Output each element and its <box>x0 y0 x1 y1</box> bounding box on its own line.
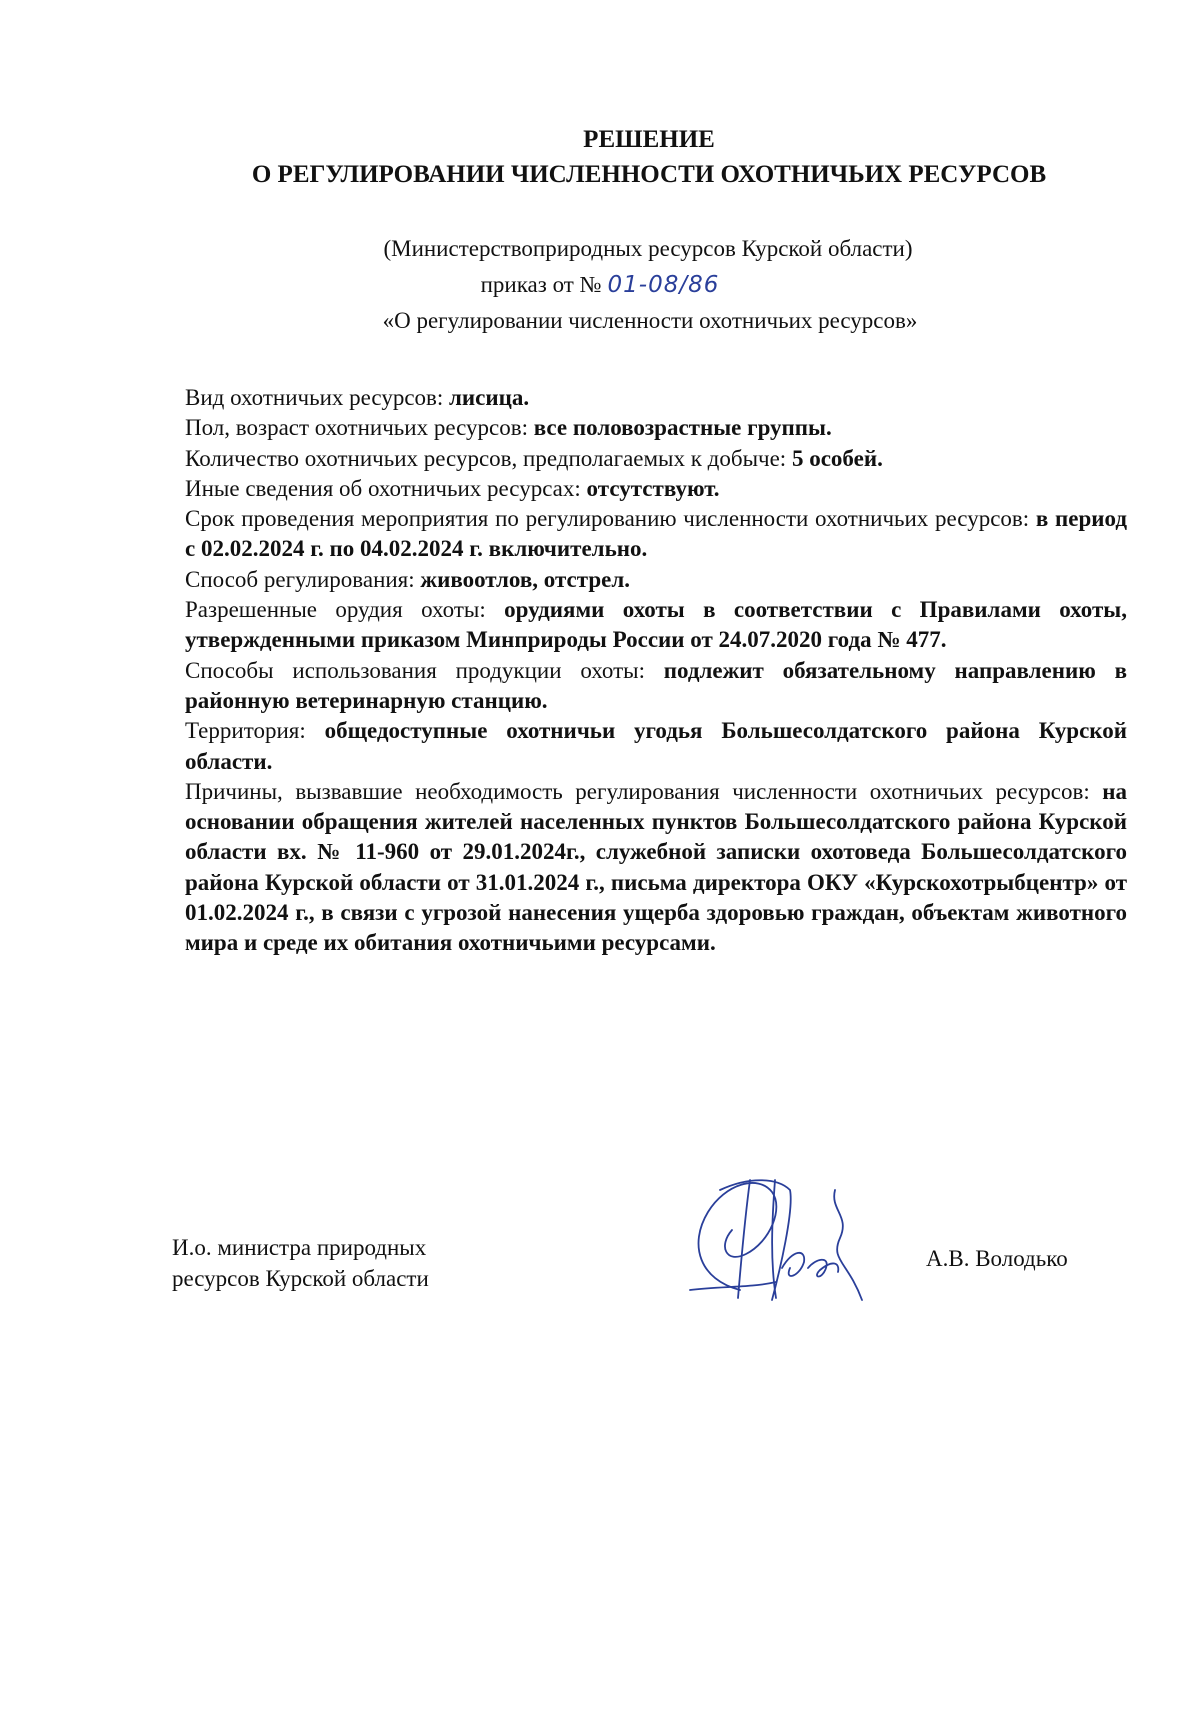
field-value: отсутствуют. <box>586 475 720 501</box>
field-label: Способ регулирования: <box>185 566 421 592</box>
position-line: ресурсов Курской области <box>172 1266 429 1291</box>
field-label: Вид охотничьих ресурсов: <box>185 385 450 410</box>
field-period <box>185 504 1127 565</box>
field-other-info <box>185 474 1127 504</box>
field-territory <box>185 716 1127 777</box>
field-reasons <box>185 777 1127 959</box>
position-line: И.о. министра природных <box>172 1235 427 1260</box>
field-value: в период с 02.02.2024 г. по 04.02.2024 г. включительно. <box>185 506 1127 562</box>
field-method <box>185 565 1127 595</box>
field-sex-age <box>185 413 1127 443</box>
field-value: все половозрастные группы. <box>533 415 832 441</box>
field-label: Пол, возраст охотничьих ресурсов: <box>185 415 534 441</box>
field-value: 5 особей. <box>791 445 883 471</box>
field-value: подлежит обязательному направлению в районную ветеринарную станцию. <box>185 657 1128 713</box>
field-label: Способы использования продукции охоты: <box>185 657 664 683</box>
document-title: РЕШЕНИЕ <box>583 126 715 153</box>
field-species <box>185 383 1127 413</box>
signatory-name: А.В. Володько <box>926 1246 1068 1271</box>
order-prefix: приказ от № <box>480 272 602 297</box>
field-label: Срок проведения мероприятия по регулированию численности охотничьих ресурсов: <box>185 506 1036 532</box>
order-number-handwritten: 01-08/86 <box>607 272 720 298</box>
order-title: «О регулировании численности охотничьих ресурсов» <box>382 308 918 333</box>
field-products-use <box>185 656 1127 717</box>
field-weapons <box>185 595 1127 656</box>
field-quantity <box>185 444 1127 474</box>
signatory-position <box>172 1232 429 1294</box>
field-value: общедоступные охотничьи угодья Большесолдатского района Курской области. <box>185 718 1127 774</box>
field-value: лисица. <box>449 385 530 410</box>
field-value: на основании обращения жителей населенных пунктов Большесолдатского района Курской области вх. № 11-960 от 29.01.2024г., служебной записки охотоведа Большесолдатского района Курской области от 31.01.2024 г., письма директора ОКУ «Курскохотрыбцентр» от 01.02.2024 г., в связи с угрозой нанесения ущерба здоровью граждан, объектам животного мира и среде их обитания охотничьими ресурсами. <box>185 778 1127 956</box>
field-label: Причины, вызвавшие необходимость регулирования численности охотничьих ресурсов: <box>185 778 1103 804</box>
document-subtitle: О РЕГУЛИРОВАНИИ ЧИСЛЕННОСТИ ОХОТНИЧЬИХ РЕСУРСОВ <box>251 161 1047 188</box>
field-label: Территория: <box>185 718 325 744</box>
field-value: живоотлов, отстрел. <box>420 566 630 592</box>
field-label: Количество охотничьих ресурсов, предполагаемых к добыче: <box>185 445 792 471</box>
order-line <box>0 272 1200 298</box>
field-value: орудиями охоты в соответствии с Правилами охоты, утвержденными приказом Минприроды России от 24.07.2020 года № 477. <box>185 597 1127 653</box>
field-label: Иные сведения об охотничьих ресурсах: <box>185 475 587 501</box>
decision-fields <box>185 383 1127 959</box>
field-label: Разрешенные орудия охоты: <box>185 597 505 623</box>
ministry-name: (Министерствоприродных ресурсов Курской области) <box>383 236 913 261</box>
handwritten-signature <box>680 1150 900 1310</box>
